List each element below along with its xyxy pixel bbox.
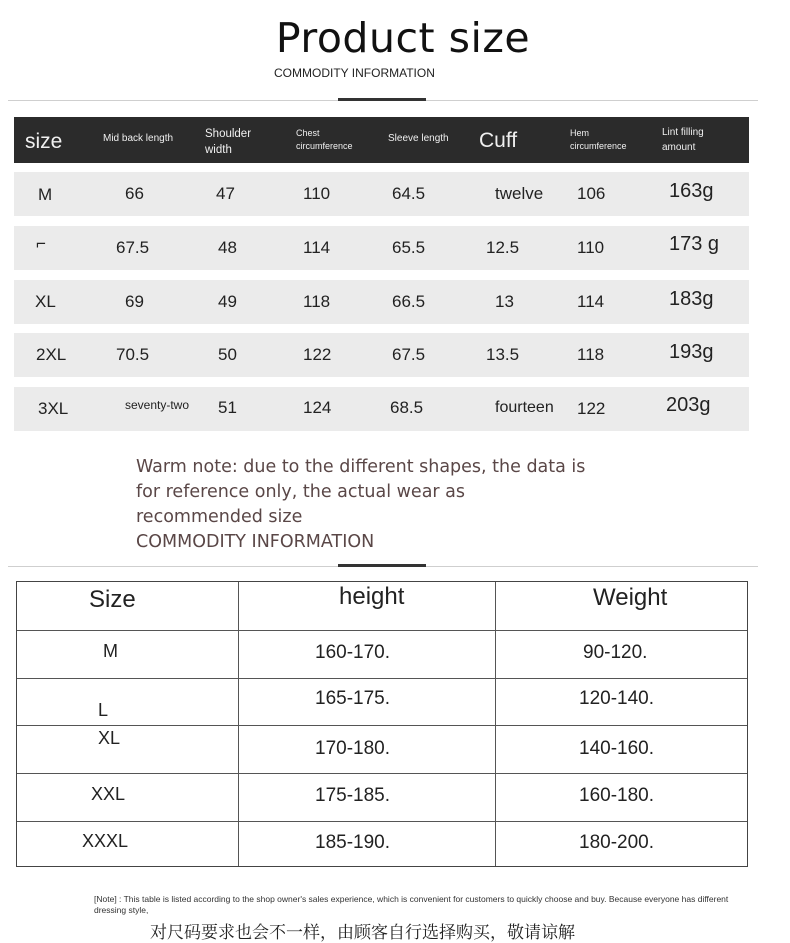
- row-cuff: 13.5: [486, 345, 520, 364]
- row-chest: 110: [303, 184, 331, 203]
- fit-col-divider: [495, 582, 496, 866]
- row-sleeve: 66.5: [392, 292, 426, 311]
- fit-height: 185-190.: [315, 832, 391, 853]
- row-lint: 173 g: [669, 233, 720, 255]
- fit-row-divider: [17, 725, 747, 726]
- footer-note: [Note] : This table is listed according to the shop owner's sales experience, which is convenient for customers to quickly choose and buy. Because everyone has different dressing style,: [94, 894, 729, 915]
- row-lint: 203g: [666, 394, 711, 416]
- fit-header-height: height: [339, 583, 405, 610]
- header-hem: Hem circumference: [570, 128, 627, 151]
- fit-row-divider: [17, 630, 747, 631]
- row-chest: 122: [303, 345, 332, 364]
- fit-height: 165-175.: [315, 688, 391, 709]
- row-mid-back: 67.5: [116, 238, 150, 257]
- divider-accent-top: [338, 98, 426, 101]
- row-shoulder: 47: [216, 184, 235, 203]
- size-row-l: [14, 226, 749, 270]
- row-mid-back: 69: [125, 292, 144, 311]
- row-shoulder: 51: [218, 398, 237, 417]
- row-lint: 193g: [669, 341, 714, 363]
- header-mid-back: Mid back length: [103, 133, 174, 144]
- page-title: Product size: [275, 14, 531, 62]
- size-row-2xl: [14, 333, 749, 377]
- row-mid-back: 70.5: [116, 345, 150, 364]
- row-hem: 114: [577, 292, 605, 311]
- warm-note-label: COMMODITY INFORMATION: [136, 532, 375, 552]
- row-size: XL: [35, 292, 56, 311]
- row-hem: 122: [577, 399, 606, 418]
- fit-size: XXL: [91, 784, 126, 804]
- row-lint: 183g: [669, 288, 714, 310]
- row-sleeve: 67.5: [392, 345, 426, 364]
- fit-col-divider: [238, 582, 239, 866]
- row-mid-back: 66: [125, 184, 144, 203]
- row-size: M: [38, 185, 53, 204]
- size-table-header: [14, 117, 749, 163]
- fit-size: XXXL: [82, 831, 129, 851]
- row-shoulder: 48: [218, 238, 237, 257]
- row-chest: 118: [303, 292, 331, 311]
- size-row-m: [14, 172, 749, 216]
- row-sleeve: 68.5: [390, 398, 424, 417]
- row-size: ⌐: [36, 234, 46, 253]
- header-cuff: Cuff: [479, 129, 518, 152]
- size-row-3xl: [14, 387, 749, 431]
- row-shoulder: 50: [218, 345, 237, 364]
- row-shoulder: 49: [218, 292, 237, 311]
- fit-weight: 180-200.: [579, 832, 655, 853]
- row-hem: 110: [577, 238, 605, 257]
- row-cuff: twelve: [495, 184, 544, 203]
- header-shoulder: Shoulder width: [205, 128, 252, 156]
- fit-weight: 140-160.: [579, 738, 655, 759]
- row-hem: 106: [577, 184, 606, 203]
- page-subtitle: COMMODITY INFORMATION: [274, 66, 435, 80]
- row-mid-back: seventy-two: [125, 398, 190, 412]
- warm-note-text: Warm note: due to the different shapes, the data is for reference only, the actual wear as recommended size: [136, 457, 586, 527]
- row-sleeve: 65.5: [392, 238, 426, 257]
- fit-row-divider: [17, 678, 747, 679]
- header-sleeve: Sleeve length: [388, 133, 449, 144]
- fit-table: [16, 581, 748, 867]
- fit-row-divider: [17, 821, 747, 822]
- fit-weight: 160-180.: [579, 785, 655, 806]
- header-lint: Lint filling amount: [662, 127, 704, 153]
- row-cuff: fourteen: [495, 399, 554, 416]
- row-cuff: 12.5: [486, 238, 520, 257]
- fit-row-divider: [17, 773, 747, 774]
- header-chest: Chest circumference: [296, 128, 353, 151]
- row-hem: 118: [577, 345, 605, 364]
- row-sleeve: 64.5: [392, 184, 426, 203]
- fit-height: 160-170.: [315, 642, 391, 663]
- fit-size: L: [98, 700, 109, 720]
- row-lint: 163g: [669, 180, 714, 202]
- row-chest: 114: [303, 238, 331, 257]
- fit-height: 175-185.: [315, 785, 391, 806]
- size-row-xl: [14, 280, 749, 324]
- fit-size: M: [103, 641, 118, 661]
- row-size: 2XL: [36, 345, 67, 364]
- warm-note: [136, 455, 596, 555]
- fit-weight: 90-120.: [583, 642, 648, 663]
- fit-height: 170-180.: [315, 738, 391, 759]
- fit-weight: 120-140.: [579, 688, 655, 709]
- fit-header-size: Size: [89, 586, 136, 613]
- fit-header-weight: Weight: [593, 584, 668, 611]
- row-chest: 124: [303, 398, 332, 417]
- divider-accent-middle: [338, 564, 426, 567]
- header-size: size: [25, 130, 63, 153]
- row-cuff: 13: [495, 292, 514, 311]
- fit-size: XL: [98, 728, 121, 748]
- row-size: 3XL: [38, 399, 69, 418]
- footer-chinese-note: 对尺码要求也会不一样，由顾客自行选择购买，敬请谅解: [150, 923, 575, 942]
